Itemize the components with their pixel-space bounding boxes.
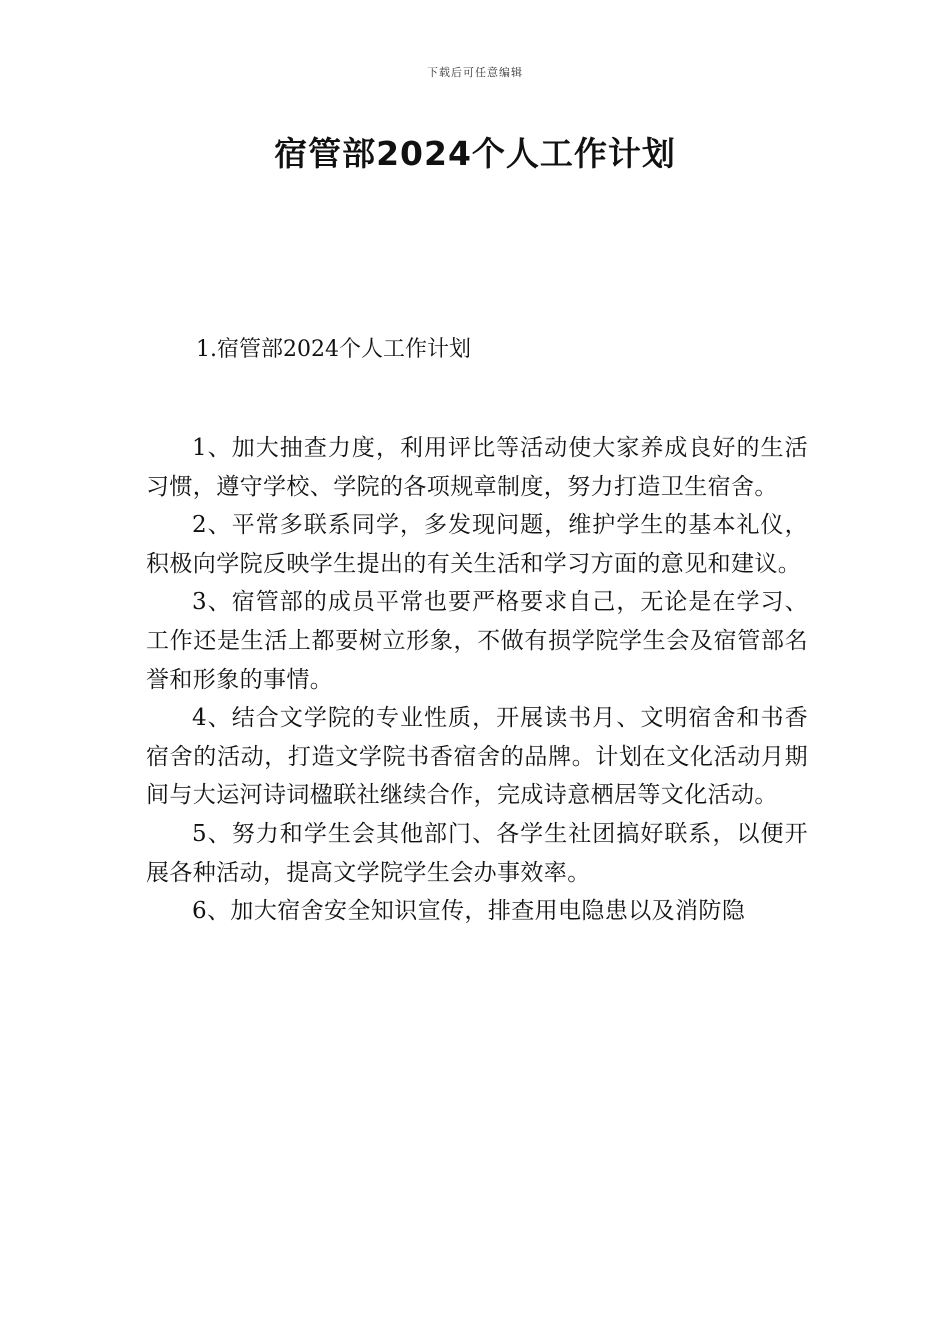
paragraph-5: 5、努力和学生会其他部门、各学生社团搞好联系，以便开展各种活动，提高文学院学生会办事效率。	[146, 820, 808, 886]
header-note: 下载后可任意编辑	[427, 66, 523, 79]
paragraph-4: 4、结合文学院的专业性质，开展读书月、文明宿舍和书香宿舍的活动，打造文学院书香宿舍的品牌。计划在文化活动月期间与大运河诗词楹联社继续合作，完成诗意栖居等文化活动。	[146, 705, 808, 809]
paragraph-6: 6、加大宿舍安全知识宣传，排查用电隐患以及消防隐	[192, 898, 746, 925]
paragraph-2: 2、平常多联系同学，多发现问题，维护学生的基本礼仪，积极向学院反映学生提出的有关生活和学习方面的意见和建议。	[146, 512, 808, 577]
paragraph-3: 3、宿管部的成员平常也要严格要求自己，无论是在学习、工作还是生活上都要树立形象，不做有损学院学生会及宿管部名誉和形象的事情。	[146, 589, 808, 693]
document-title: 宿管部2024个人工作计划	[274, 134, 676, 173]
section-heading: 1.宿管部2024个人工作计划	[196, 337, 471, 362]
document-body	[146, 429, 808, 931]
paragraph-1: 1、加大抽查力度，利用评比等活动使大家养成良好的生活习惯，遵守学校、学院的各项规章制度，努力打造卫生宿舍。	[146, 435, 808, 500]
